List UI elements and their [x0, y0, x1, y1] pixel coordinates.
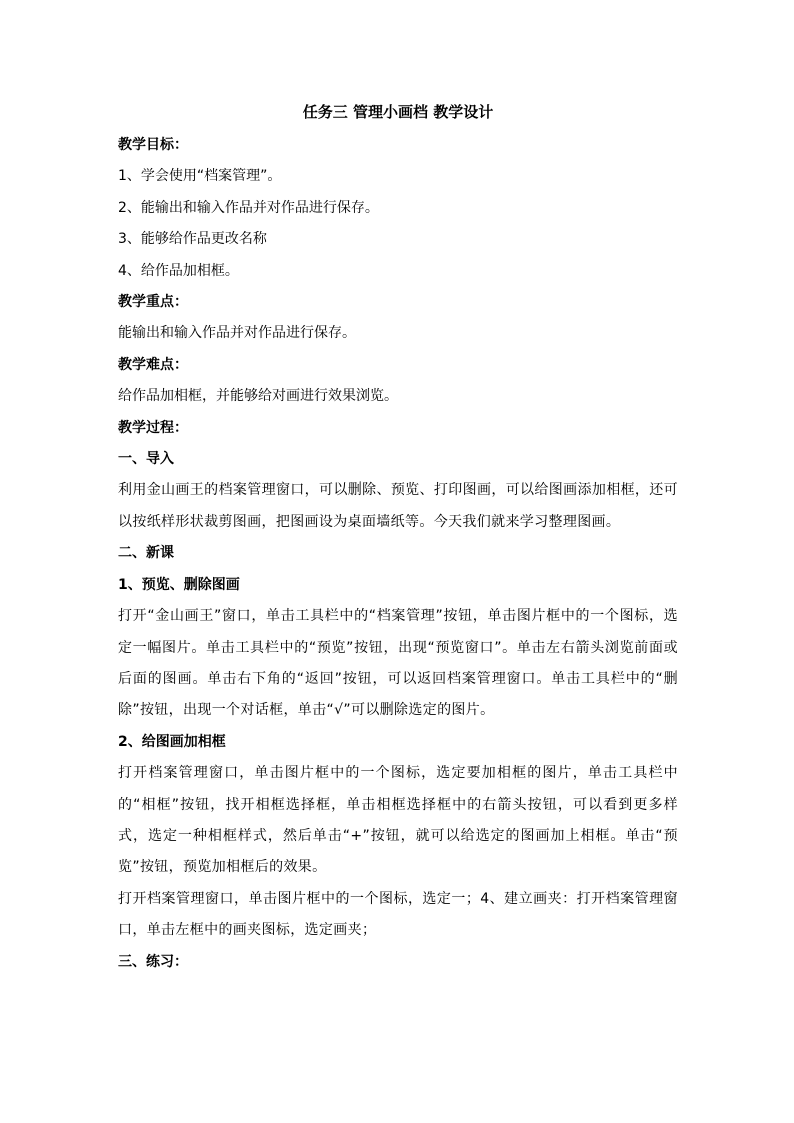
document-page: [118, 98, 678, 978]
key-points-heading: 教学重点：: [118, 294, 188, 311]
goal-item-1: 1、学会使用“档案管理”。: [118, 168, 282, 185]
section2-paragraph-2: 打开档案管理窗口，单击图片框中的一个图标，选定一；4、建立画夹：打开档案管理窗口，单击左框中的画夹图标，选定画夹；: [118, 890, 678, 939]
practice-heading: 三、练习：: [118, 953, 188, 970]
intro-heading: 一、导入: [118, 451, 174, 468]
section1-paragraph: 打开“金山画王”窗口，单击工具栏中的“档案管理”按钮，单击图片框中的一个图标，选定一幅图片。单击工具栏中的“预览”按钮，出现“预览窗口”。单击左右箭头浏览前面或后面的图画。单击右下角的“返回”按钮，可以返回档案管理窗口。单击工具栏中的“删除”按钮，出现一个对话框，单击“√”可以删除选定的图片。: [118, 608, 678, 719]
difficulties-heading: 教学难点：: [118, 356, 188, 373]
section2-heading: 2、给图画加相框: [118, 733, 226, 750]
process-heading: 教学过程：: [118, 419, 188, 436]
new-lesson-heading: 二、新课: [118, 545, 174, 562]
key-points-text: 能输出和输入作品并对作品进行保存。: [118, 325, 356, 342]
difficulties-text: 给作品加相框，并能够给对画进行效果浏览。: [118, 388, 398, 405]
goal-item-2: 2、能输出和输入作品并对作品进行保存。: [118, 199, 379, 216]
goal-item-3: 3、能够给作品更改名称: [118, 231, 267, 248]
goal-item-4: 4、给作品加相框。: [118, 262, 239, 279]
section1-heading: 1、预览、删除图画: [118, 576, 240, 593]
section2-paragraph-1: 打开档案管理窗口，单击图片框中的一个图标，选定要加相框的图片，单击工具栏中的“相框”按钮，找开相框选择框，单击相框选择框中的右箭头按钮，可以看到更多样式，选定一种相框样式，然后单击“+”按钮，就可以给选定的图画加上相框。单击“预览”按钮，预览加相框后的效果。: [118, 765, 678, 876]
intro-paragraph: 利用金山画王的档案管理窗口，可以删除、预览、打印图画，可以给图画添加相框，还可以按纸样形状裁剪图画，把图画设为桌面墙纸等。今天我们就来学习整理图画。: [118, 482, 678, 530]
goals-heading: 教学目标：: [118, 137, 188, 153]
document-title: 任务三 管理小画档 教学设计: [302, 103, 494, 121]
